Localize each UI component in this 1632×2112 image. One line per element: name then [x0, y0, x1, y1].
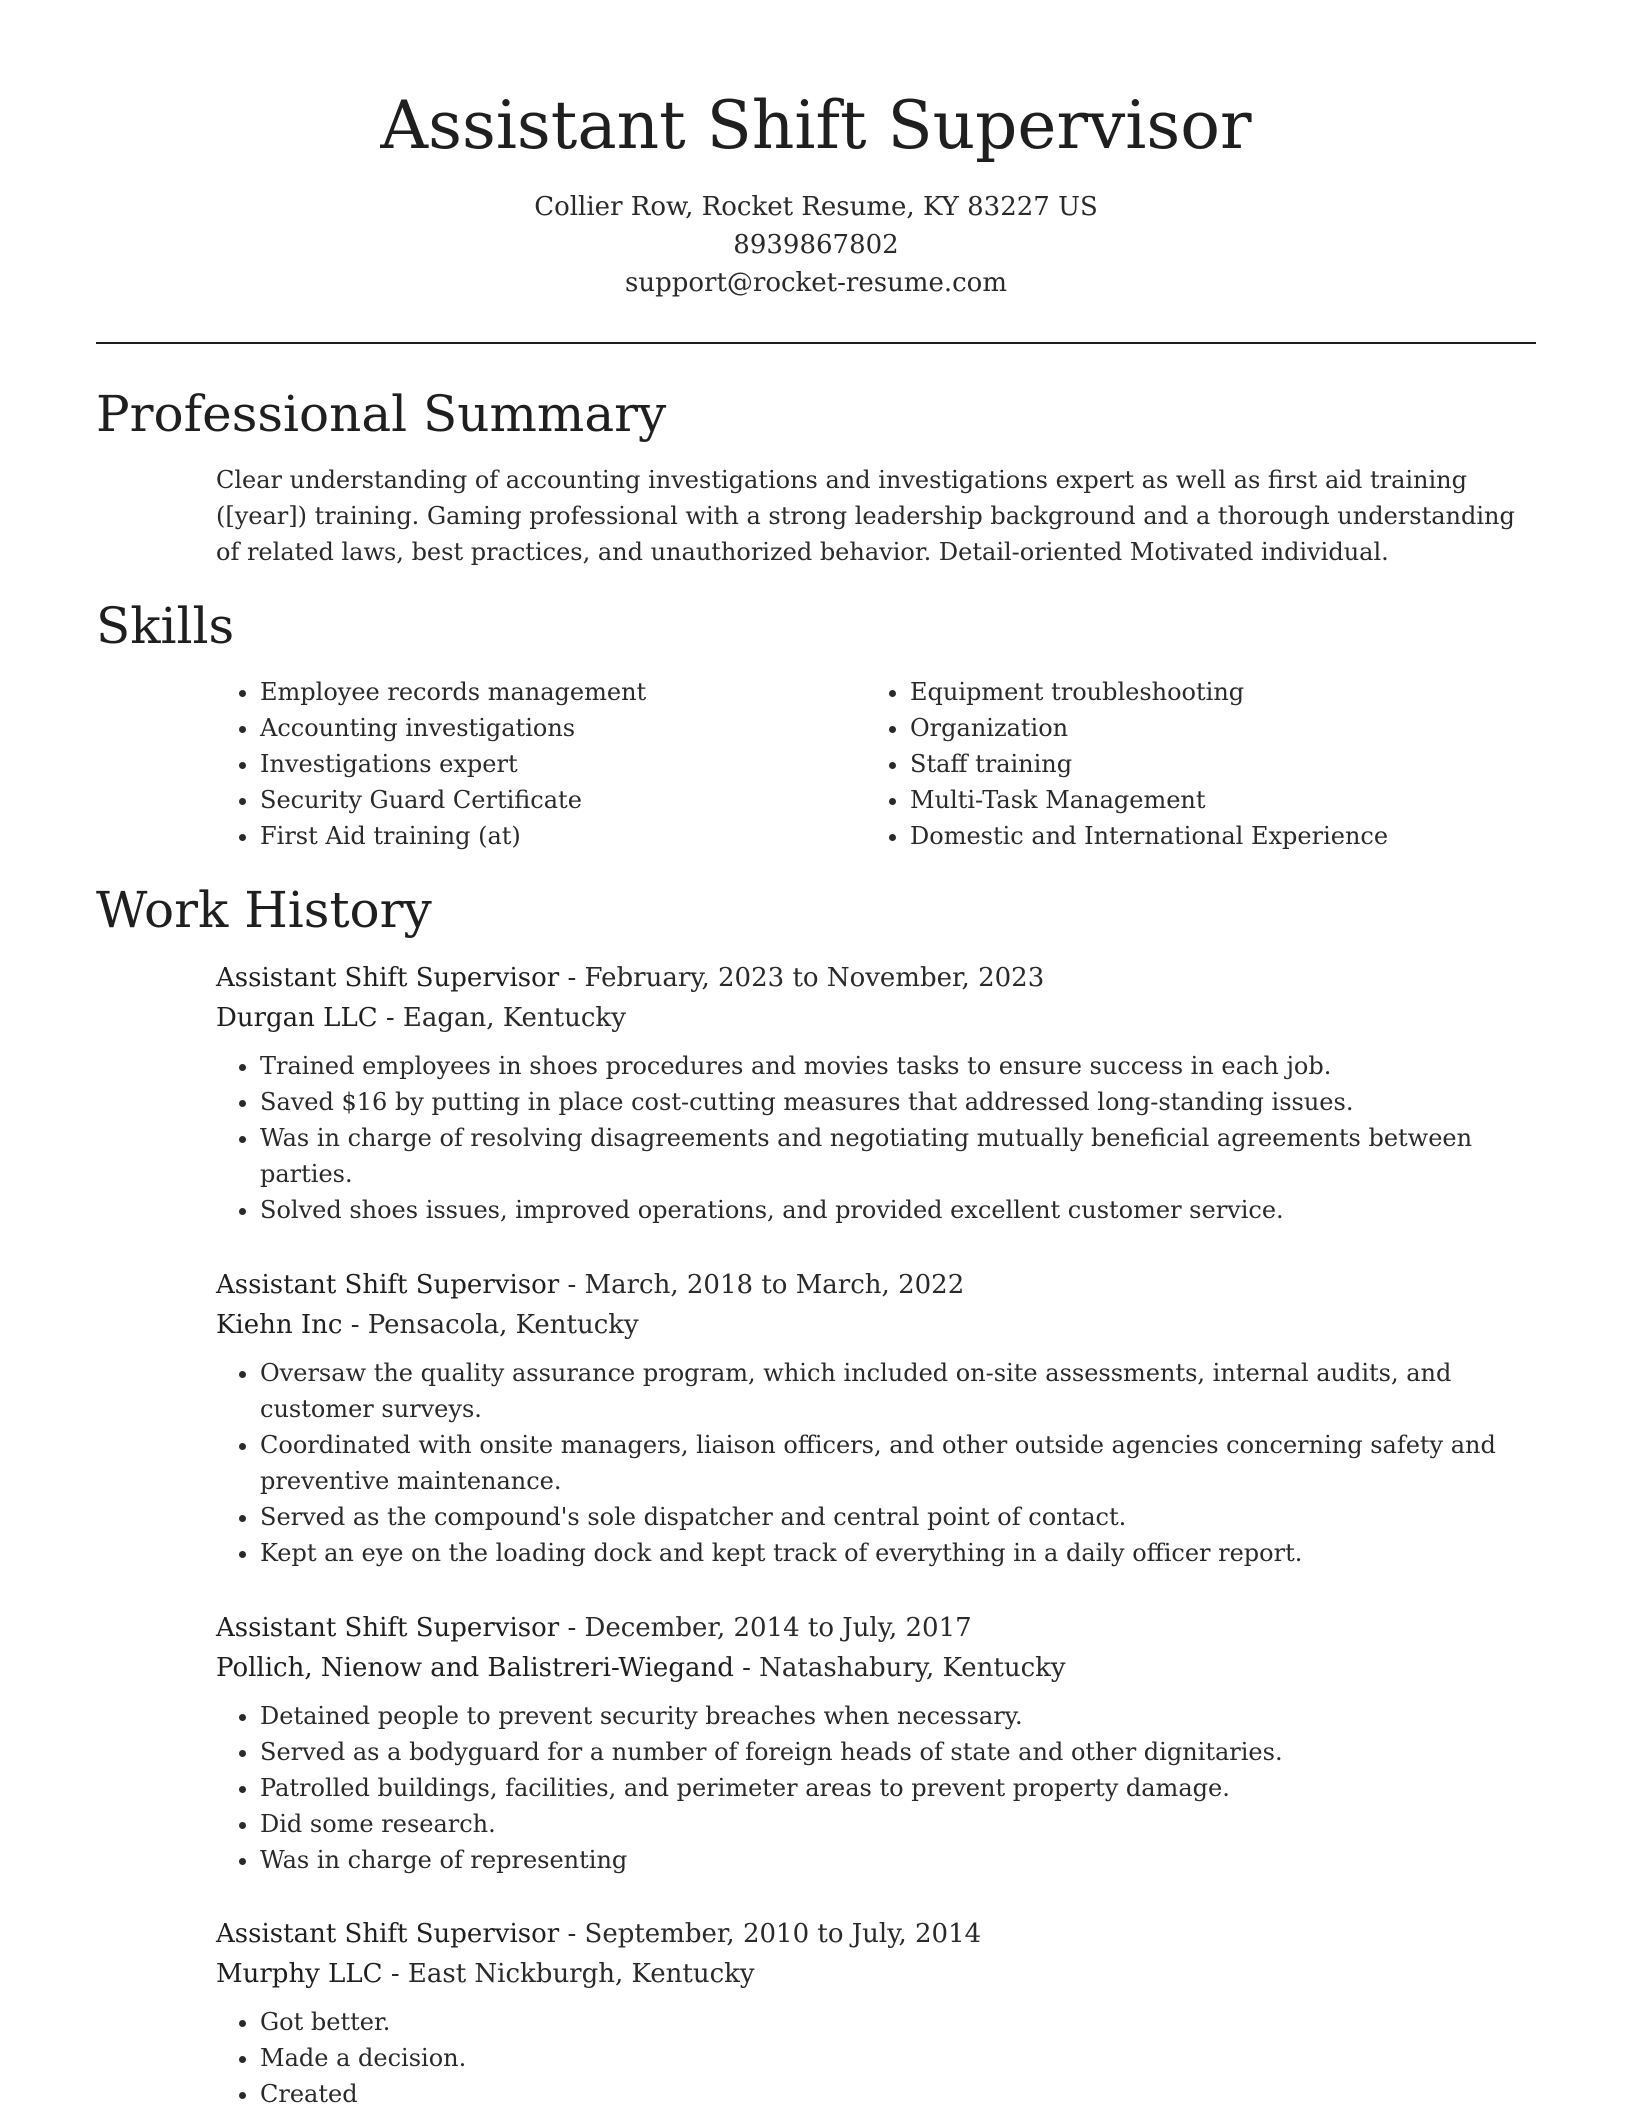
job-bullet: • Kept an eye on the loading dock and kept track of everything in a daily officer report.: [260, 1535, 1536, 1571]
skills-heading: Skills: [96, 597, 235, 655]
job-location: - Natashabury, Kentucky: [733, 1653, 1066, 1683]
job-title-line: [216, 1608, 1536, 1648]
summary-heading: Professional Summary: [96, 385, 667, 443]
phone: 8939867802: [733, 230, 899, 260]
contact-info: [0, 188, 1632, 302]
job-bullet: • Solved shoes issues, improved operations, and provided excellent customer service.: [260, 1192, 1536, 1228]
job-bullet: • Oversaw the quality assurance program, which included on-site assessments, internal audits, and customer surveys.: [260, 1355, 1536, 1427]
job-dates: - March, 2018 to March, 2022: [559, 1270, 965, 1300]
job-company-line: [216, 998, 1536, 1038]
skill-item: • Equipment troubleshooting: [910, 674, 1388, 710]
skill-item: • Employee records management: [260, 674, 646, 710]
job-title: Assistant Shift Supervisor: [216, 1270, 560, 1300]
job-bullet: • Did some research.: [260, 1806, 1536, 1842]
job-entry: [216, 958, 1536, 1228]
job-title-line: [216, 1914, 1536, 1954]
job-bullet: • Coordinated with onsite managers, liaison officers, and other outside agencies concerning safety and preventive maintenance.: [260, 1427, 1536, 1499]
job-company: Durgan LLC: [216, 1003, 378, 1033]
job-company: Murphy LLC: [216, 1959, 383, 1989]
job-entry: [216, 1914, 1536, 2112]
skill-item: • Staff training: [910, 746, 1388, 782]
job-title: Assistant Shift Supervisor: [216, 963, 560, 993]
candidate-name: Assistant Shift Supervisor: [380, 87, 1252, 164]
job-bullets: [216, 1355, 1536, 1571]
skill-item: • Domestic and International Experience: [910, 818, 1388, 854]
job-title: Assistant Shift Supervisor: [216, 1919, 560, 1949]
skills-list: [216, 674, 1536, 854]
job-bullets: [216, 1048, 1536, 1228]
job-bullet: • Trained employees in shoes procedures and movies tasks to ensure success in each job.: [260, 1048, 1536, 1084]
email: support@rocket-resume.com: [624, 268, 1007, 298]
job-bullet: • Created: [260, 2076, 1536, 2112]
resume-header: [0, 0, 1632, 302]
job-title-line: [216, 958, 1536, 998]
job-company: Kiehn Inc: [216, 1310, 343, 1340]
job-bullet: • Was in charge of resolving disagreements and negotiating mutually beneficial agreements between parties.: [260, 1120, 1536, 1192]
job-bullet: • Was in charge of representing: [260, 1842, 1536, 1878]
skill-item: • Investigations expert: [260, 746, 646, 782]
job-entry: [216, 1265, 1536, 1571]
job-bullets: [216, 2004, 1536, 2112]
skills-column-1: [216, 674, 646, 854]
job-bullet: • Patrolled buildings, facilities, and perimeter areas to prevent property damage.: [260, 1770, 1536, 1806]
job-company-line: [216, 1305, 1536, 1345]
skill-item: • Organization: [910, 710, 1388, 746]
skill-item: • First Aid training (at): [260, 818, 646, 854]
job-company-line: [216, 1954, 1536, 1994]
job-company: Pollich, Nienow and Balistreri-Wiegand: [216, 1653, 734, 1683]
job-bullet: • Saved $16 by putting in place cost-cutting measures that addressed long-standing issues.: [260, 1084, 1536, 1120]
skills-column-2: [866, 674, 1388, 854]
job-dates: - February, 2023 to November, 2023: [559, 963, 1045, 993]
skill-item: • Security Guard Certificate: [260, 782, 646, 818]
skill-item: • Accounting investigations: [260, 710, 646, 746]
job-location: - East Nickburgh, Kentucky: [382, 1959, 755, 1989]
job-bullet: • Made a decision.: [260, 2040, 1536, 2076]
job-title: Assistant Shift Supervisor: [216, 1613, 560, 1643]
address: Collier Row, Rocket Resume, KY 83227 US: [534, 192, 1098, 222]
job-location: - Pensacola, Kentucky: [342, 1310, 639, 1340]
job-company-line: [216, 1648, 1536, 1688]
job-dates: - December, 2014 to July, 2017: [559, 1613, 972, 1643]
job-dates: - September, 2010 to July, 2014: [559, 1919, 982, 1949]
job-bullet: • Served as the compound's sole dispatcher and central point of contact.: [260, 1499, 1536, 1535]
job-entry: [216, 1608, 1536, 1878]
header-divider: [96, 342, 1536, 344]
work-history-heading: Work History: [96, 881, 432, 939]
job-title-line: [216, 1265, 1536, 1305]
skill-item: • Multi-Task Management: [910, 782, 1388, 818]
job-location: - Eagan, Kentucky: [377, 1003, 626, 1033]
job-bullet: • Served as a bodyguard for a number of foreign heads of state and other dignitaries.: [260, 1734, 1536, 1770]
summary-text: Clear understanding of accounting investigations and investigations expert as well as first aid training ([year]) training. Gaming professional with a strong leadership background and a thorough understanding of related laws, best practices, and unauthorized behavior. Detail-oriented Motivated individual.: [216, 466, 1515, 566]
job-bullet: • Got better.: [260, 2004, 1536, 2040]
job-bullet: • Detained people to prevent security breaches when necessary.: [260, 1698, 1536, 1734]
job-bullets: [216, 1698, 1536, 1878]
